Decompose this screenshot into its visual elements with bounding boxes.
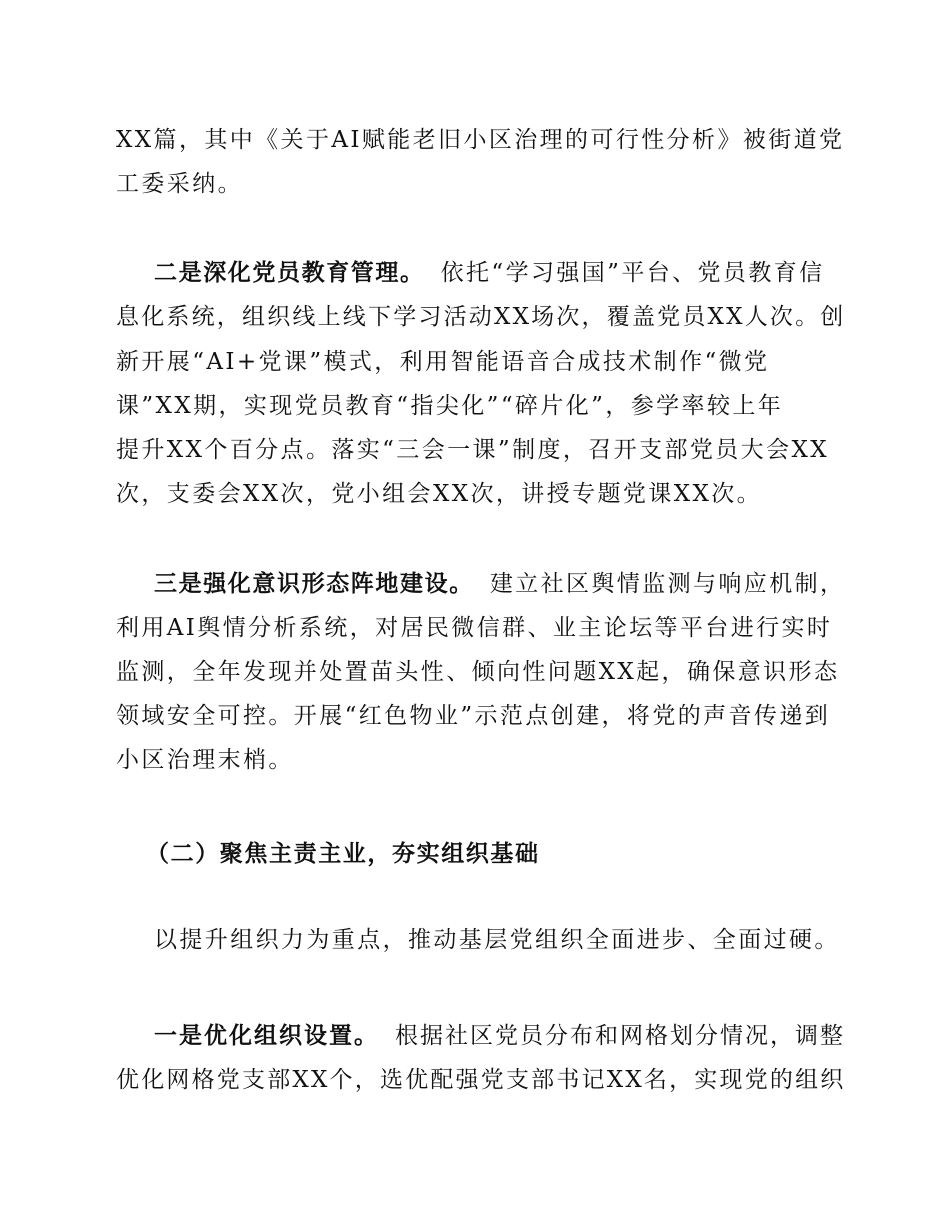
paragraph-line: 小区治理末梢。 bbox=[116, 747, 294, 773]
paragraph-line: 课”XX期，实现党员教育“指尖化”“碎片化”，参学率较上年 bbox=[116, 393, 784, 419]
paragraph-line: 利用AI舆情分析系统，对居民微信群、业主论坛等平台进行实时 bbox=[116, 615, 833, 641]
paragraph-first-line bbox=[154, 566, 846, 602]
paragraph-line: 领域安全可控。开展“红色物业”示范点创建，将党的声音传递到 bbox=[116, 703, 831, 729]
paragraph-line: 次，支委会XX次，党小组会XX次，讲授专题党课XX次。 bbox=[116, 481, 763, 507]
paragraph-first-line bbox=[154, 255, 846, 291]
paragraph-lead: 一是优化组织设置。 bbox=[154, 1022, 379, 1049]
paragraph-text: 建立社区舆情监测与响应机制， bbox=[489, 571, 846, 597]
paragraph-line: 以提升组织力为重点，推动基层党组织全面进步、全面过硬。 bbox=[154, 927, 840, 953]
paragraph-line: 新开展“AI+党课”模式，利用智能语音合成技术制作“微党 bbox=[116, 349, 770, 375]
paragraph-line: 工委采纳。 bbox=[116, 171, 243, 197]
paragraph-line: 息化系统，组织线上线下学习活动XX场次，覆盖党员XX人次。创 bbox=[116, 304, 846, 330]
paragraph-text: 根据社区党员分布和网格划分情况，调整 bbox=[395, 1023, 845, 1049]
paragraph-line: XX篇，其中《关于AI赋能老旧小区治理的可行性分析》被街道党 bbox=[116, 127, 845, 153]
paragraph-line: 提升XX个百分点。落实“三会一课”制度，召开支部党员大会XX bbox=[116, 437, 830, 463]
paragraph-line: 优化网格党支部XX个，选优配强党支部书记XX名，实现党的组织 bbox=[116, 1067, 846, 1093]
paragraph-lead: 三是强化意识形态阵地建设。 bbox=[154, 570, 474, 597]
paragraph-text: 依托“学习强国”平台、党员教育信 bbox=[440, 260, 825, 286]
paragraph-lead: 二是深化党员教育管理。 bbox=[154, 259, 425, 286]
paragraph-first-line bbox=[154, 1018, 846, 1054]
paragraph-line: 监测，全年发现并处置苗头性、倾向性问题XX起，确保意识形态 bbox=[116, 659, 840, 685]
section-heading: （二）聚焦主责主业，夯实组织基础 bbox=[146, 840, 540, 867]
